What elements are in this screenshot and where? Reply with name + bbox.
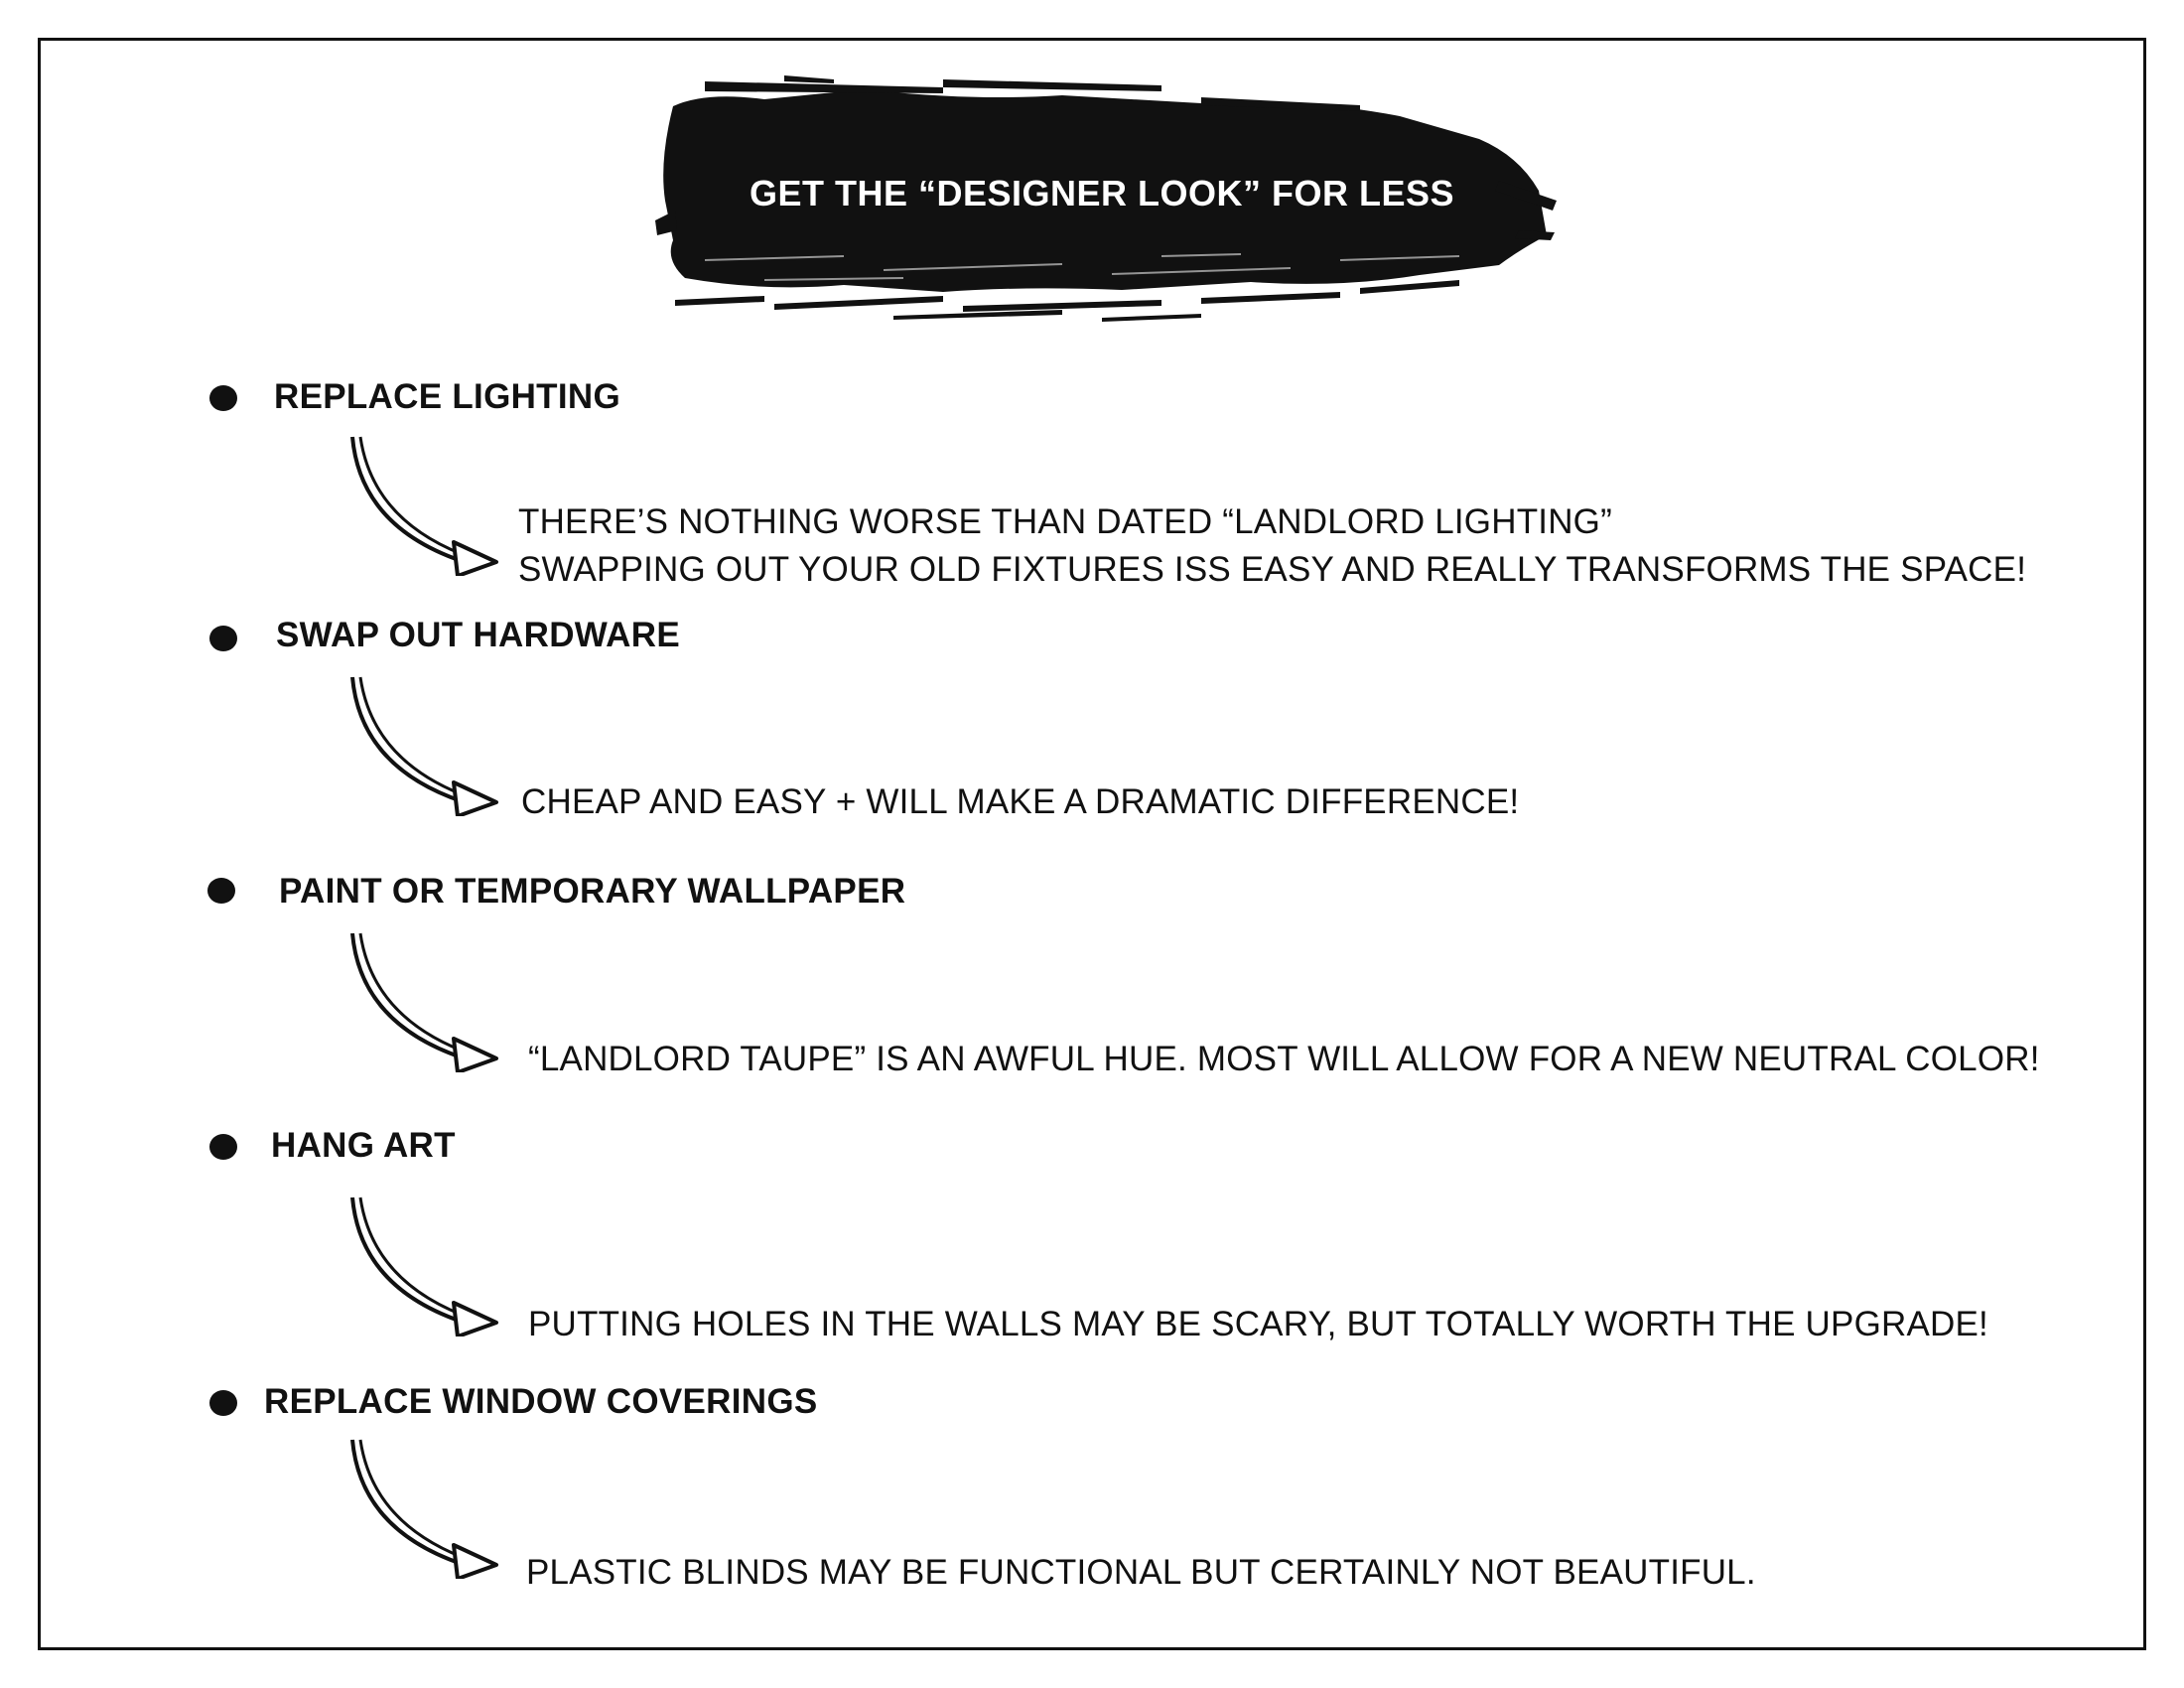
curved-arrow-icon xyxy=(342,427,511,576)
tip-heading-paint-wallpaper: PAINT OR TEMPORARY WALLPAPER xyxy=(279,872,906,911)
tip-heading-swap-hardware: SWAP OUT HARDWARE xyxy=(276,616,680,654)
bullet-dot xyxy=(209,626,237,651)
curved-arrow-icon xyxy=(342,1430,511,1579)
curved-arrow-icon xyxy=(342,1188,511,1336)
tip-heading-hang-art: HANG ART xyxy=(271,1126,456,1165)
tip-description xyxy=(518,498,2026,594)
tip-description xyxy=(521,778,1519,826)
tip-heading-window-coverings: REPLACE WINDOW COVERINGS xyxy=(264,1382,818,1421)
bullet-dot xyxy=(209,385,237,411)
tip-heading-replace-lighting: REPLACE LIGHTING xyxy=(274,377,620,416)
curved-arrow-icon xyxy=(342,923,511,1072)
title-banner xyxy=(645,62,1559,340)
tip-description-line: PUTTING HOLES IN THE WALLS MAY BE SCARY, BUT TOTALLY WORTH THE UPGRADE! xyxy=(528,1305,1988,1343)
tip-description xyxy=(526,1549,1756,1597)
tip-description-line: PLASTIC BLINDS MAY BE FUNCTIONAL BUT CERTAINLY NOT BEAUTIFUL. xyxy=(526,1553,1756,1592)
tip-description xyxy=(528,1301,1988,1348)
page-title: GET THE “DESIGNER LOOK” FOR LESS xyxy=(749,173,1455,213)
tip-description-line: SWAPPING OUT YOUR OLD FIXTURES ISS EASY AND REALLY TRANSFORMS THE SPACE! xyxy=(518,550,2027,589)
curved-arrow-icon xyxy=(342,667,511,816)
bullet-dot xyxy=(209,1134,237,1160)
tip-description xyxy=(528,1036,2040,1083)
bullet-dot xyxy=(207,878,235,904)
tip-description-line: THERE’S NOTHING WORSE THAN DATED “LANDLORD LIGHTING” xyxy=(518,502,1612,541)
tip-description-line: “LANDLORD TAUPE” IS AN AWFUL HUE. MOST WILL ALLOW FOR A NEW NEUTRAL COLOR! xyxy=(528,1040,2040,1078)
tip-description-line: CHEAP AND EASY + WILL MAKE A DRAMATIC DIFFERENCE! xyxy=(521,782,1520,821)
bullet-dot xyxy=(209,1390,237,1416)
